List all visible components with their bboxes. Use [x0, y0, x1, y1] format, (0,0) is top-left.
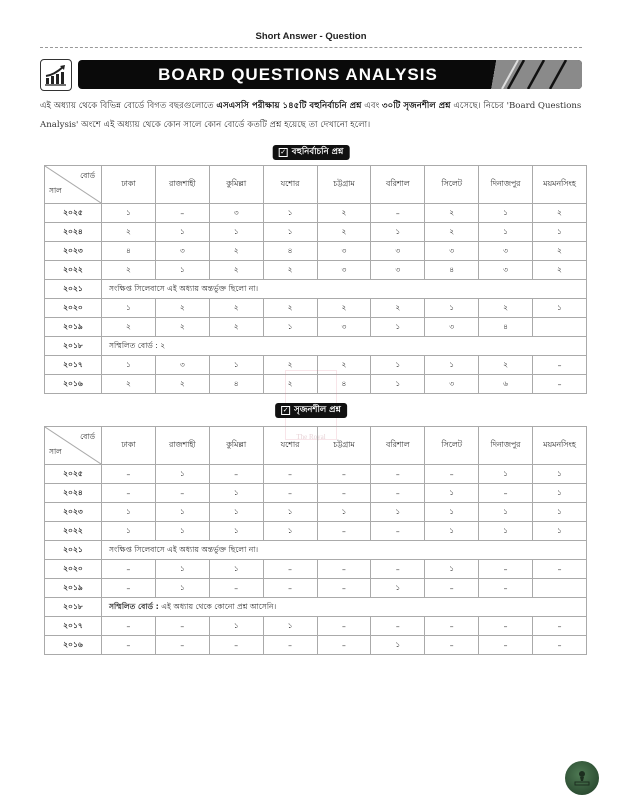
count-cell: – — [533, 356, 587, 375]
table-row — [45, 503, 587, 522]
count-cell: ১ — [102, 522, 156, 541]
table-row — [45, 560, 587, 579]
count-cell: ১ — [533, 299, 587, 318]
corner-year-label: সাল — [49, 447, 62, 456]
count-cell: – — [102, 560, 156, 579]
count-cell: ২ — [102, 261, 156, 280]
count-cell: ১ — [371, 356, 425, 375]
count-cell: – — [155, 636, 209, 655]
corner-year-label: সাল — [49, 186, 62, 195]
count-cell: – — [263, 636, 317, 655]
count-cell: – — [425, 579, 479, 598]
cq-analysis-table — [44, 426, 587, 655]
running-head: Short Answer - Question — [255, 31, 367, 42]
count-cell: – — [479, 636, 533, 655]
count-cell: ১ — [371, 503, 425, 522]
count-cell: ১ — [263, 503, 317, 522]
table-row — [45, 280, 587, 299]
count-cell: – — [425, 465, 479, 484]
count-cell: – — [479, 560, 533, 579]
count-cell: ৪ — [263, 242, 317, 261]
table-row — [45, 541, 587, 560]
count-cell: – — [371, 204, 425, 223]
year-cell: ২০১৯ — [45, 579, 102, 598]
board-header: বরিশাল — [371, 166, 425, 204]
year-cell: ২০২৪ — [45, 223, 102, 242]
count-cell: ২ — [155, 375, 209, 394]
count-cell: – — [155, 617, 209, 636]
intro-paragraph — [40, 97, 585, 135]
count-cell: ১ — [371, 579, 425, 598]
count-cell: ১ — [155, 223, 209, 242]
count-cell: – — [533, 560, 587, 579]
count-cell: ১ — [371, 375, 425, 394]
count-cell: – — [479, 617, 533, 636]
year-cell: ২০২১ — [45, 280, 102, 299]
table-row — [45, 261, 587, 280]
year-cell: ২০২৩ — [45, 503, 102, 522]
year-cell: ২০২০ — [45, 299, 102, 318]
count-cell: – — [425, 617, 479, 636]
year-cell: ২০২২ — [45, 522, 102, 541]
count-cell: ১ — [533, 223, 587, 242]
count-cell: ১ — [102, 503, 156, 522]
corner-header — [45, 427, 102, 465]
count-cell: ১ — [209, 484, 263, 503]
count-cell: ২ — [102, 223, 156, 242]
board-header: ঢাকা — [102, 427, 156, 465]
row-note-text: সংক্ষিপ্ত সিলেবাসে এই অধ্যায় অন্তর্ভুক্ত ছিলো না। — [109, 283, 259, 293]
row-note — [102, 598, 587, 617]
count-cell: – — [102, 617, 156, 636]
count-cell: ১ — [371, 223, 425, 242]
count-cell: – — [317, 560, 371, 579]
count-cell: ১ — [533, 522, 587, 541]
count-cell: ১ — [155, 579, 209, 598]
mcq-section-title: বহুনির্বাচনি প্রশ্ন — [291, 147, 344, 157]
count-cell: ১ — [317, 503, 371, 522]
rising-bar-chart-icon — [40, 59, 72, 91]
count-cell: ২ — [371, 299, 425, 318]
count-cell: ৩ — [209, 204, 263, 223]
count-cell — [533, 579, 587, 598]
count-cell: ১ — [209, 617, 263, 636]
table-row — [45, 337, 587, 356]
count-cell: – — [209, 636, 263, 655]
table-row — [45, 579, 587, 598]
count-cell: ১ — [371, 636, 425, 655]
count-cell: ২ — [209, 261, 263, 280]
count-cell: ২ — [263, 261, 317, 280]
table-row — [45, 617, 587, 636]
count-cell: ১ — [533, 465, 587, 484]
row-note — [102, 280, 587, 299]
board-header: ময়মনসিংহ — [533, 427, 587, 465]
count-cell: – — [533, 375, 587, 394]
count-cell: ৪ — [317, 375, 371, 394]
table-row — [45, 522, 587, 541]
count-cell: ২ — [155, 318, 209, 337]
count-cell: ১ — [102, 356, 156, 375]
year-cell: ২০২৫ — [45, 465, 102, 484]
count-cell: ১ — [479, 522, 533, 541]
watermark-text: The Royal — [296, 433, 326, 441]
count-cell: – — [317, 465, 371, 484]
count-cell: ১ — [425, 560, 479, 579]
count-cell: – — [155, 484, 209, 503]
board-header: সিলেট — [425, 427, 479, 465]
count-cell: ২ — [425, 204, 479, 223]
year-cell: ২০১৬ — [45, 636, 102, 655]
intro-text-1: এই অধ্যায় থেকে বিভিন্ন বোর্ডে বিগত বছরগুলোতে — [40, 101, 217, 111]
count-cell: ২ — [102, 318, 156, 337]
count-cell: ৪ — [102, 242, 156, 261]
count-cell: – — [102, 484, 156, 503]
count-cell: ৩ — [371, 261, 425, 280]
count-cell: – — [102, 636, 156, 655]
count-cell: ৩ — [425, 318, 479, 337]
year-cell: ২০২৪ — [45, 484, 102, 503]
count-cell: ৩ — [425, 375, 479, 394]
year-cell: ২০২০ — [45, 560, 102, 579]
count-cell: ২ — [209, 242, 263, 261]
count-cell: ১ — [533, 484, 587, 503]
corner-header — [45, 166, 102, 204]
count-cell: ২ — [263, 356, 317, 375]
intro-cq-count: ৩০টি সৃজনশীল প্রশ্ন — [382, 101, 451, 111]
count-cell: ১ — [155, 522, 209, 541]
count-cell: – — [102, 465, 156, 484]
count-cell: ২ — [425, 223, 479, 242]
count-cell: – — [371, 522, 425, 541]
count-cell: ২ — [155, 299, 209, 318]
count-cell: ১ — [263, 318, 317, 337]
row-note — [102, 541, 587, 560]
count-cell: ৩ — [155, 242, 209, 261]
board-header: ময়মনসিংহ — [533, 166, 587, 204]
count-cell: – — [263, 484, 317, 503]
banner-bar — [78, 60, 582, 89]
board-header: চট্টগ্রাম — [317, 427, 371, 465]
count-cell: – — [317, 579, 371, 598]
board-header: দিনাজপুর — [479, 166, 533, 204]
cq-section-title: সৃজনশীল প্রশ্ন — [294, 405, 341, 415]
year-cell: ২০১৮ — [45, 337, 102, 356]
count-cell: ২ — [533, 261, 587, 280]
count-cell: ১ — [155, 503, 209, 522]
header-divider — [40, 47, 582, 48]
count-cell: ১ — [102, 299, 156, 318]
row-note-text: সংক্ষিপ্ত সিলেবাসে এই অধ্যায় অন্তর্ভুক্ত ছিলো না। — [109, 544, 259, 554]
count-cell: – — [102, 579, 156, 598]
count-cell: ১ — [263, 223, 317, 242]
count-cell: ১ — [209, 503, 263, 522]
year-cell: ২০২৫ — [45, 204, 102, 223]
count-cell: ৩ — [317, 318, 371, 337]
table-row — [45, 299, 587, 318]
count-cell: – — [371, 484, 425, 503]
section-banner — [40, 59, 582, 91]
count-cell: – — [533, 617, 587, 636]
table-row — [45, 465, 587, 484]
count-cell: ৩ — [155, 356, 209, 375]
count-cell: ৪ — [479, 318, 533, 337]
table-row — [45, 242, 587, 261]
table-header-row — [45, 166, 587, 204]
count-cell: – — [209, 579, 263, 598]
count-cell: – — [371, 560, 425, 579]
count-cell: ২ — [263, 375, 317, 394]
count-cell: – — [371, 465, 425, 484]
count-cell: ২ — [317, 204, 371, 223]
row-note — [102, 337, 587, 356]
board-header: বরিশাল — [371, 427, 425, 465]
count-cell: – — [263, 579, 317, 598]
count-cell: ২ — [533, 242, 587, 261]
mcq-section-label — [273, 145, 350, 160]
row-note-text: এই অধ্যায় থেকে কোনো প্রশ্ন আসেনি। — [158, 601, 277, 611]
count-cell: ১ — [425, 522, 479, 541]
year-cell: ২০১৭ — [45, 617, 102, 636]
count-cell: ১ — [425, 484, 479, 503]
banner-title: BOARD QUESTIONS ANALYSIS — [158, 65, 438, 84]
board-header: রাজশাহী — [155, 166, 209, 204]
count-cell: – — [317, 617, 371, 636]
intro-text-2: এবং — [361, 101, 383, 111]
count-cell: ৪ — [425, 261, 479, 280]
board-header: কুমিল্লা — [209, 427, 263, 465]
count-cell: ১ — [209, 223, 263, 242]
board-header: চট্টগ্রাম — [317, 166, 371, 204]
count-cell: ২ — [479, 299, 533, 318]
table-row — [45, 318, 587, 337]
intro-text-3: এসেছে। নিচের 'Board Questions Analysis' অংশে এই অধ্যায় থেকে কোন সালে কোন বোর্ডে কতটি প্রশ্ন হয়েছে তা দেখানো হলো। — [40, 101, 582, 130]
count-cell: ২ — [479, 356, 533, 375]
table-row — [45, 484, 587, 503]
count-cell: ২ — [533, 204, 587, 223]
mcq-analysis-table — [44, 165, 587, 394]
year-cell: ২০২৩ — [45, 242, 102, 261]
cq-section-label — [275, 403, 347, 418]
year-cell: ২০১৬ — [45, 375, 102, 394]
count-cell: ১ — [155, 465, 209, 484]
count-cell: ২ — [102, 375, 156, 394]
count-cell: – — [479, 579, 533, 598]
count-cell: – — [317, 484, 371, 503]
year-cell: ২০১৮ — [45, 598, 102, 617]
count-cell: ১ — [371, 318, 425, 337]
count-cell: ১ — [425, 503, 479, 522]
count-cell: – — [533, 636, 587, 655]
year-cell: ২০২২ — [45, 261, 102, 280]
count-cell: – — [155, 204, 209, 223]
count-cell: ১ — [479, 204, 533, 223]
count-cell: ১ — [263, 522, 317, 541]
count-cell: – — [209, 465, 263, 484]
count-cell: ১ — [479, 465, 533, 484]
count-cell: ৩ — [479, 261, 533, 280]
count-cell: ২ — [209, 299, 263, 318]
year-cell: ২০২১ — [45, 541, 102, 560]
count-cell: ২ — [317, 223, 371, 242]
count-cell: ৬ — [479, 375, 533, 394]
corner-board-label: বোর্ড — [80, 171, 95, 180]
count-cell: ১ — [263, 617, 317, 636]
count-cell: ৪ — [209, 375, 263, 394]
count-cell: ১ — [102, 204, 156, 223]
board-header: ঢাকা — [102, 166, 156, 204]
count-cell: ২ — [317, 356, 371, 375]
count-cell: – — [371, 617, 425, 636]
count-cell: ১ — [263, 204, 317, 223]
count-cell: ১ — [155, 261, 209, 280]
count-cell: – — [479, 484, 533, 503]
table-row — [45, 598, 587, 617]
year-cell: ২০১৭ — [45, 356, 102, 375]
intro-mcq-count: এসএসসি পরীক্ষায় ১৪৫টি বহুনির্বাচনি প্রশ্ন — [216, 101, 362, 111]
board-header: দিনাজপুর — [479, 427, 533, 465]
count-cell: ২ — [209, 318, 263, 337]
publisher-logo — [565, 761, 599, 795]
table-header-row — [45, 427, 587, 465]
row-note-text: সম্মিলিত বোর্ড : ২ — [109, 340, 166, 350]
count-cell: ১ — [425, 299, 479, 318]
count-cell: ২ — [263, 299, 317, 318]
checkbox-icon: ✓ — [280, 148, 287, 156]
count-cell: – — [425, 636, 479, 655]
count-cell: – — [317, 522, 371, 541]
count-cell: ২ — [317, 299, 371, 318]
count-cell: ১ — [209, 522, 263, 541]
checkbox-icon: ✓ — [282, 406, 289, 414]
board-header: যশোর — [263, 166, 317, 204]
year-cell: ২০১৯ — [45, 318, 102, 337]
count-cell: ১ — [209, 560, 263, 579]
corner-board-label: বোর্ড — [80, 432, 95, 441]
count-cell: ১ — [479, 503, 533, 522]
board-header: সিলেট — [425, 166, 479, 204]
count-cell: – — [263, 560, 317, 579]
count-cell: ৩ — [317, 261, 371, 280]
count-cell: ৩ — [371, 242, 425, 261]
count-cell — [533, 318, 587, 337]
count-cell: – — [317, 636, 371, 655]
board-header: কুমিল্লা — [209, 166, 263, 204]
count-cell: ৩ — [479, 242, 533, 261]
board-header: যশোর — [263, 427, 317, 465]
count-cell: ১ — [209, 356, 263, 375]
count-cell: – — [263, 465, 317, 484]
count-cell: ৩ — [317, 242, 371, 261]
table-row — [45, 204, 587, 223]
table-row — [45, 223, 587, 242]
count-cell: ১ — [479, 223, 533, 242]
count-cell: ১ — [155, 560, 209, 579]
board-header: রাজশাহী — [155, 427, 209, 465]
row-note-bold: সম্মিলিত বোর্ড : — [109, 601, 159, 611]
count-cell: ১ — [533, 503, 587, 522]
count-cell: ১ — [425, 356, 479, 375]
count-cell: ৩ — [425, 242, 479, 261]
table-row — [45, 636, 587, 655]
